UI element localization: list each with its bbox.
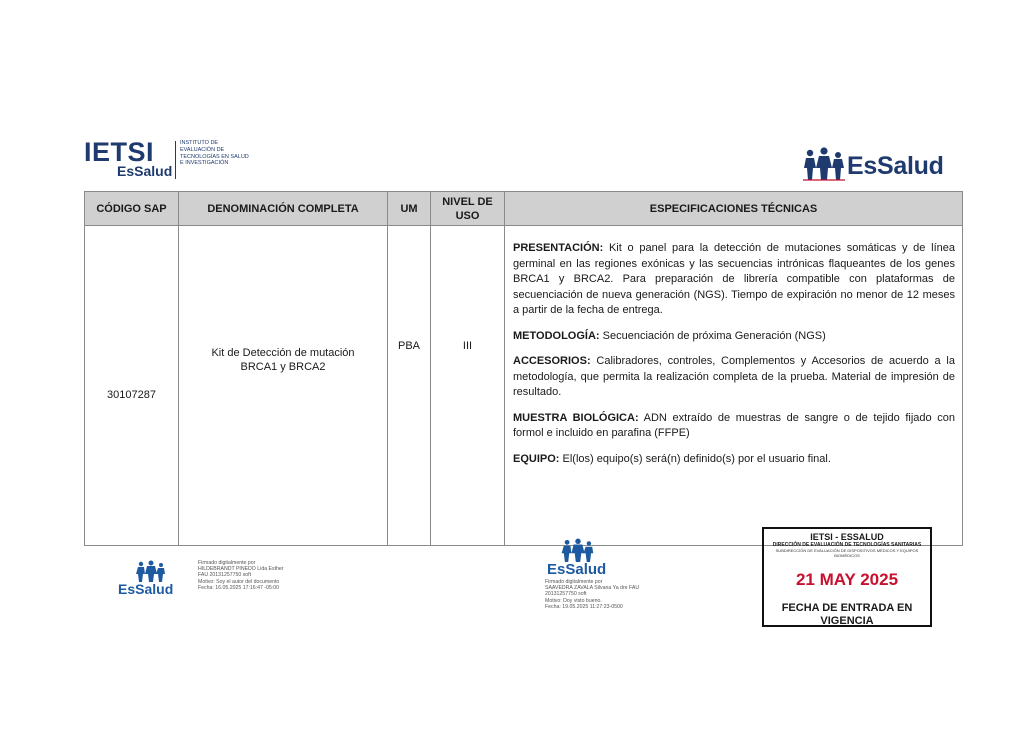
signature-1-note	[198, 560, 318, 591]
signature-2-brand: EsSalud	[547, 561, 607, 578]
cell-denominacion	[179, 226, 388, 546]
table-row	[85, 226, 963, 546]
spec-equipo-text: El(los) equipo(s) será(n) definido(s) por el usuario final.	[559, 452, 831, 465]
family-icon	[136, 560, 166, 582]
header-um: UM	[388, 192, 431, 226]
denominacion-text: Kit de Detección de mutación BRCA1 y BRCA2	[211, 346, 355, 373]
signature-2-line: SAAVEDRA ZAVALA Silvana Ya dre FAU	[545, 585, 640, 592]
spec-equipo	[513, 452, 955, 468]
signature-1-line: FAU 20131257750 soft	[198, 572, 252, 579]
signature-2-line: Motivo: Doy visto bueno.	[545, 597, 602, 604]
signature-1-line: Motivo: Soy el autor del documento	[198, 578, 280, 585]
ietsi-logo-sub: EsSalud	[117, 163, 173, 179]
stamp-direction: DIRECCIÓN DE EVALUACIÓN DE TECNOLOGÍAS SANITARIAS	[772, 542, 922, 548]
spec-muestra-label: MUESTRA BIOLÓGICA:	[513, 411, 639, 424]
stamp-subdirection: SUBDIRECCIÓN DE EVALUACIÓN DE DISPOSITIVOS MÉDICOS Y EQUIPOS BIOMÉDICOS	[775, 548, 919, 558]
nivel-uso-text: III	[462, 339, 473, 352]
spec-presentacion-label: PRESENTACIÓN:	[513, 242, 604, 254]
spec-accesorios-label: ACCESORIOS:	[513, 355, 591, 367]
essalud-logo	[803, 145, 963, 183]
header-denominacion: DENOMINACIÓN COMPLETA	[179, 192, 388, 226]
spec-accesorios	[513, 354, 955, 401]
spec-presentacion-text: Kit o panel para la detección de mutaciones somáticas y de línea germinal en las regiones exónicas y las secuencias intrónicas flaqueantes de los genes BRCA1 y BRCA2. Para preparación de librería compatible con plataformas de secuenciación de nueva generación (NGS). Tiempo de expiración no menor de 12 meses a partir de la fecha de entrega.	[513, 242, 955, 316]
logo-divider	[175, 141, 176, 179]
signature-1-line: Fecha: 16.05.2025 17:16:47 -05:00	[198, 584, 280, 591]
spec-metodologia-text: Secuenciación de próxima Generación (NGS)	[599, 329, 826, 342]
spec-muestra-text: ADN extraído de muestras de sangre o de tejido fijado con formol e incluido en parafina (FFPE)	[513, 411, 956, 439]
cell-nivel-uso	[431, 226, 505, 546]
signature-1-line: HILDEBRANDT PINEDO Lida Esther	[198, 566, 284, 573]
spec-metodologia	[513, 329, 955, 345]
table-header-row	[85, 192, 963, 226]
stamp-date: 21 MAY 2025	[795, 570, 899, 589]
family-icon	[560, 538, 596, 562]
spec-accesorios-text: Calibradores, controles, Complementos y Accesorios de acuerdo a la metodología, que permita la realización completa de la prueba. Material de impresión de resultado.	[513, 355, 955, 398]
ietsi-institute-name: INSTITUTO DE EVALUACIÓN DE TECNOLOGÍAS EN SALUD E INVESTIGACIÓN	[180, 140, 249, 167]
signature-2-line: Firmado digitalmente por	[545, 579, 603, 585]
spec-muestra	[513, 411, 955, 442]
spec-presentacion	[513, 241, 955, 319]
spec-equipo-label: EQUIPO:	[513, 452, 560, 465]
signature-2-line: 20131257750 soft	[545, 591, 587, 598]
cell-codigo-sap: 30107287	[85, 226, 179, 546]
header-codigo-sap: CÓDIGO SAP	[85, 192, 179, 226]
digital-signature-1	[118, 560, 318, 604]
cell-um	[388, 226, 431, 546]
header-nivel-uso: NIVEL DE USO	[431, 192, 505, 226]
signature-2-note	[545, 579, 660, 610]
um-text: PBA	[397, 339, 420, 352]
spec-metodologia-label: METODOLOGÍA:	[513, 329, 600, 342]
validity-stamp	[762, 527, 932, 627]
ietsi-logo-word: IETSI	[84, 137, 155, 167]
essalud-brand: EsSalud	[847, 152, 944, 180]
family-icon	[803, 147, 845, 181]
header-especificaciones: ESPECIFICACIONES TÉCNICAS	[505, 192, 963, 226]
digital-signature-2	[545, 538, 665, 624]
signature-2-line: Fecha: 19.05.2025 11:27:23-0500	[545, 603, 623, 610]
signature-1-brand: EsSalud	[118, 581, 174, 597]
specification-table	[84, 191, 963, 546]
signature-1-line: Firmado digitalmente por	[198, 560, 256, 566]
cell-especificaciones	[505, 226, 963, 546]
stamp-footer: FECHA DE ENTRADA EN VIGENCIA	[781, 602, 913, 627]
stamp-title: IETSI - ESSALUD	[810, 532, 884, 542]
ietsi-logo	[84, 137, 249, 182]
